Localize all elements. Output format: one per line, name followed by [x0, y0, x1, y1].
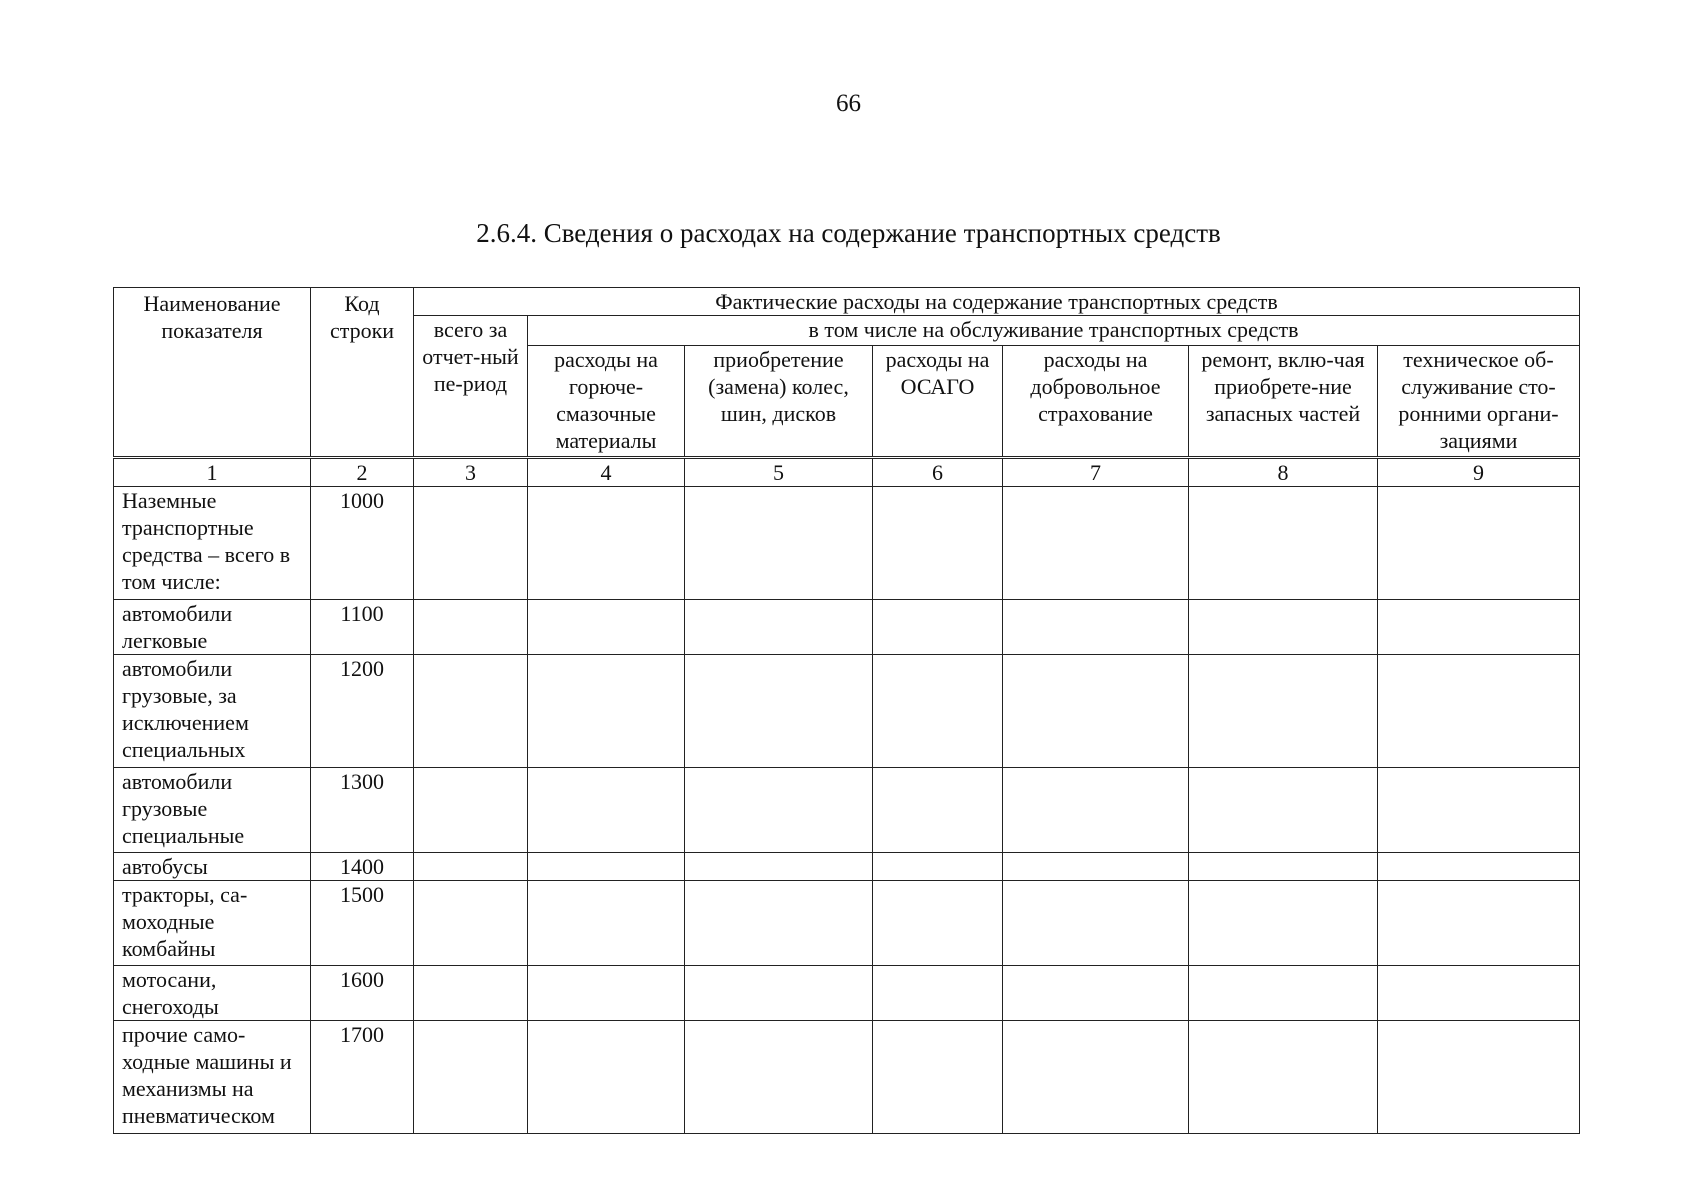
data-cell[interactable] — [1003, 768, 1189, 853]
row-name: прочие само-ходные машины и механизмы на пневматическом — [114, 1021, 311, 1134]
data-cell[interactable] — [414, 853, 528, 881]
table-row — [114, 768, 1580, 853]
row-code: 1700 — [311, 1021, 414, 1134]
data-cell[interactable] — [528, 881, 685, 966]
data-cell[interactable] — [528, 600, 685, 655]
row-name: автобусы — [114, 853, 311, 881]
data-cell[interactable] — [1003, 966, 1189, 1021]
table-row — [114, 966, 1580, 1021]
data-cell[interactable] — [528, 655, 685, 768]
row-code: 1000 — [311, 487, 414, 600]
data-cell[interactable] — [685, 487, 873, 600]
data-cell[interactable] — [414, 600, 528, 655]
data-cell[interactable] — [1189, 655, 1378, 768]
row-code: 1500 — [311, 881, 414, 966]
data-cell[interactable] — [873, 881, 1003, 966]
table-header — [114, 288, 1580, 458]
header-osago: расходы на ОСАГО — [873, 346, 1003, 458]
data-cell[interactable] — [528, 853, 685, 881]
data-cell[interactable] — [685, 881, 873, 966]
data-cell[interactable] — [873, 966, 1003, 1021]
column-number: 9 — [1378, 458, 1580, 487]
data-cell[interactable] — [414, 487, 528, 600]
data-cell[interactable] — [1189, 600, 1378, 655]
data-cell[interactable] — [1003, 487, 1189, 600]
data-cell[interactable] — [528, 487, 685, 600]
column-number: 4 — [528, 458, 685, 487]
data-cell[interactable] — [873, 655, 1003, 768]
data-cell[interactable] — [1189, 487, 1378, 600]
data-cell[interactable] — [414, 1021, 528, 1134]
data-cell[interactable] — [1189, 966, 1378, 1021]
data-cell[interactable] — [1189, 853, 1378, 881]
column-number: 1 — [114, 458, 311, 487]
data-cell[interactable] — [1378, 600, 1580, 655]
data-cell[interactable] — [685, 768, 873, 853]
row-name: Наземные транспортные средства – всего в том числе: — [114, 487, 311, 600]
data-cell[interactable] — [685, 966, 873, 1021]
data-cell[interactable] — [1378, 853, 1580, 881]
data-cell[interactable] — [873, 768, 1003, 853]
data-cell[interactable] — [1003, 853, 1189, 881]
row-code: 1600 — [311, 966, 414, 1021]
row-code: 1300 — [311, 768, 414, 853]
header-repair: ремонт, вклю-чая приобрете-ние запасных частей — [1189, 346, 1378, 458]
section-title: 2.6.4. Сведения о расходах на содержание транспортных средств — [476, 218, 1221, 248]
header-maintenance: техническое об-служивание сто-ронними органи-зациями — [1378, 346, 1580, 458]
expenses-table — [113, 287, 1580, 1134]
data-cell[interactable] — [873, 600, 1003, 655]
data-cell[interactable] — [414, 966, 528, 1021]
data-cell[interactable] — [414, 655, 528, 768]
column-number: 5 — [685, 458, 873, 487]
data-cell[interactable] — [1378, 966, 1580, 1021]
data-cell[interactable] — [1003, 881, 1189, 966]
header-total: всего за отчет-ный пе-риод — [414, 316, 528, 458]
row-code: 1200 — [311, 655, 414, 768]
row-name: автомобили грузовые специальные — [114, 768, 311, 853]
data-cell[interactable] — [1378, 1021, 1580, 1134]
data-cell[interactable] — [1189, 1021, 1378, 1134]
header-fuel: расходы на горюче-смазочные материалы — [528, 346, 685, 458]
header-code: Код строки — [311, 288, 414, 458]
row-code: 1100 — [311, 600, 414, 655]
data-cell[interactable] — [1189, 881, 1378, 966]
header-voluntary-insurance: расходы на добровольное страхование — [1003, 346, 1189, 458]
data-cell[interactable] — [1378, 768, 1580, 853]
data-cell[interactable] — [685, 655, 873, 768]
row-name: тракторы, са-моходные комбайны — [114, 881, 311, 966]
column-number: 6 — [873, 458, 1003, 487]
column-number: 7 — [1003, 458, 1189, 487]
table-row — [114, 655, 1580, 768]
column-number: 8 — [1189, 458, 1378, 487]
table-body — [114, 458, 1580, 1134]
row-code: 1400 — [311, 853, 414, 881]
data-cell[interactable] — [528, 1021, 685, 1134]
column-number: 2 — [311, 458, 414, 487]
data-cell[interactable] — [528, 966, 685, 1021]
data-cell[interactable] — [1378, 487, 1580, 600]
header-name: Наименование показателя — [114, 288, 311, 458]
header-actual-expenses: Фактические расходы на содержание транспортных средств — [414, 288, 1580, 316]
data-cell[interactable] — [1189, 768, 1378, 853]
data-cell[interactable] — [414, 881, 528, 966]
page-number: 66 — [836, 90, 861, 117]
data-cell[interactable] — [685, 1021, 873, 1134]
table-row — [114, 1021, 1580, 1134]
header-including: в том числе на обслуживание транспортных средств — [528, 316, 1580, 346]
row-name: мотосани, снегоходы — [114, 966, 311, 1021]
table-row — [114, 881, 1580, 966]
table-row — [114, 853, 1580, 881]
data-cell[interactable] — [873, 1021, 1003, 1134]
data-cell[interactable] — [1003, 655, 1189, 768]
data-cell[interactable] — [685, 853, 873, 881]
data-cell[interactable] — [1003, 600, 1189, 655]
data-cell[interactable] — [1378, 881, 1580, 966]
row-name: автомобили грузовые, за исключением специальных — [114, 655, 311, 768]
data-cell[interactable] — [414, 768, 528, 853]
table-row — [114, 600, 1580, 655]
column-number: 3 — [414, 458, 528, 487]
data-cell[interactable] — [1003, 1021, 1189, 1134]
column-numbers-row — [114, 458, 1580, 487]
table-row — [114, 487, 1580, 600]
data-cell[interactable] — [685, 600, 873, 655]
data-cell[interactable] — [1378, 655, 1580, 768]
header-tires: приобретение (замена) колес, шин, дисков — [685, 346, 873, 458]
data-cell[interactable] — [873, 853, 1003, 881]
data-cell[interactable] — [528, 768, 685, 853]
data-cell[interactable] — [873, 487, 1003, 600]
row-name: автомобили легковые — [114, 600, 311, 655]
